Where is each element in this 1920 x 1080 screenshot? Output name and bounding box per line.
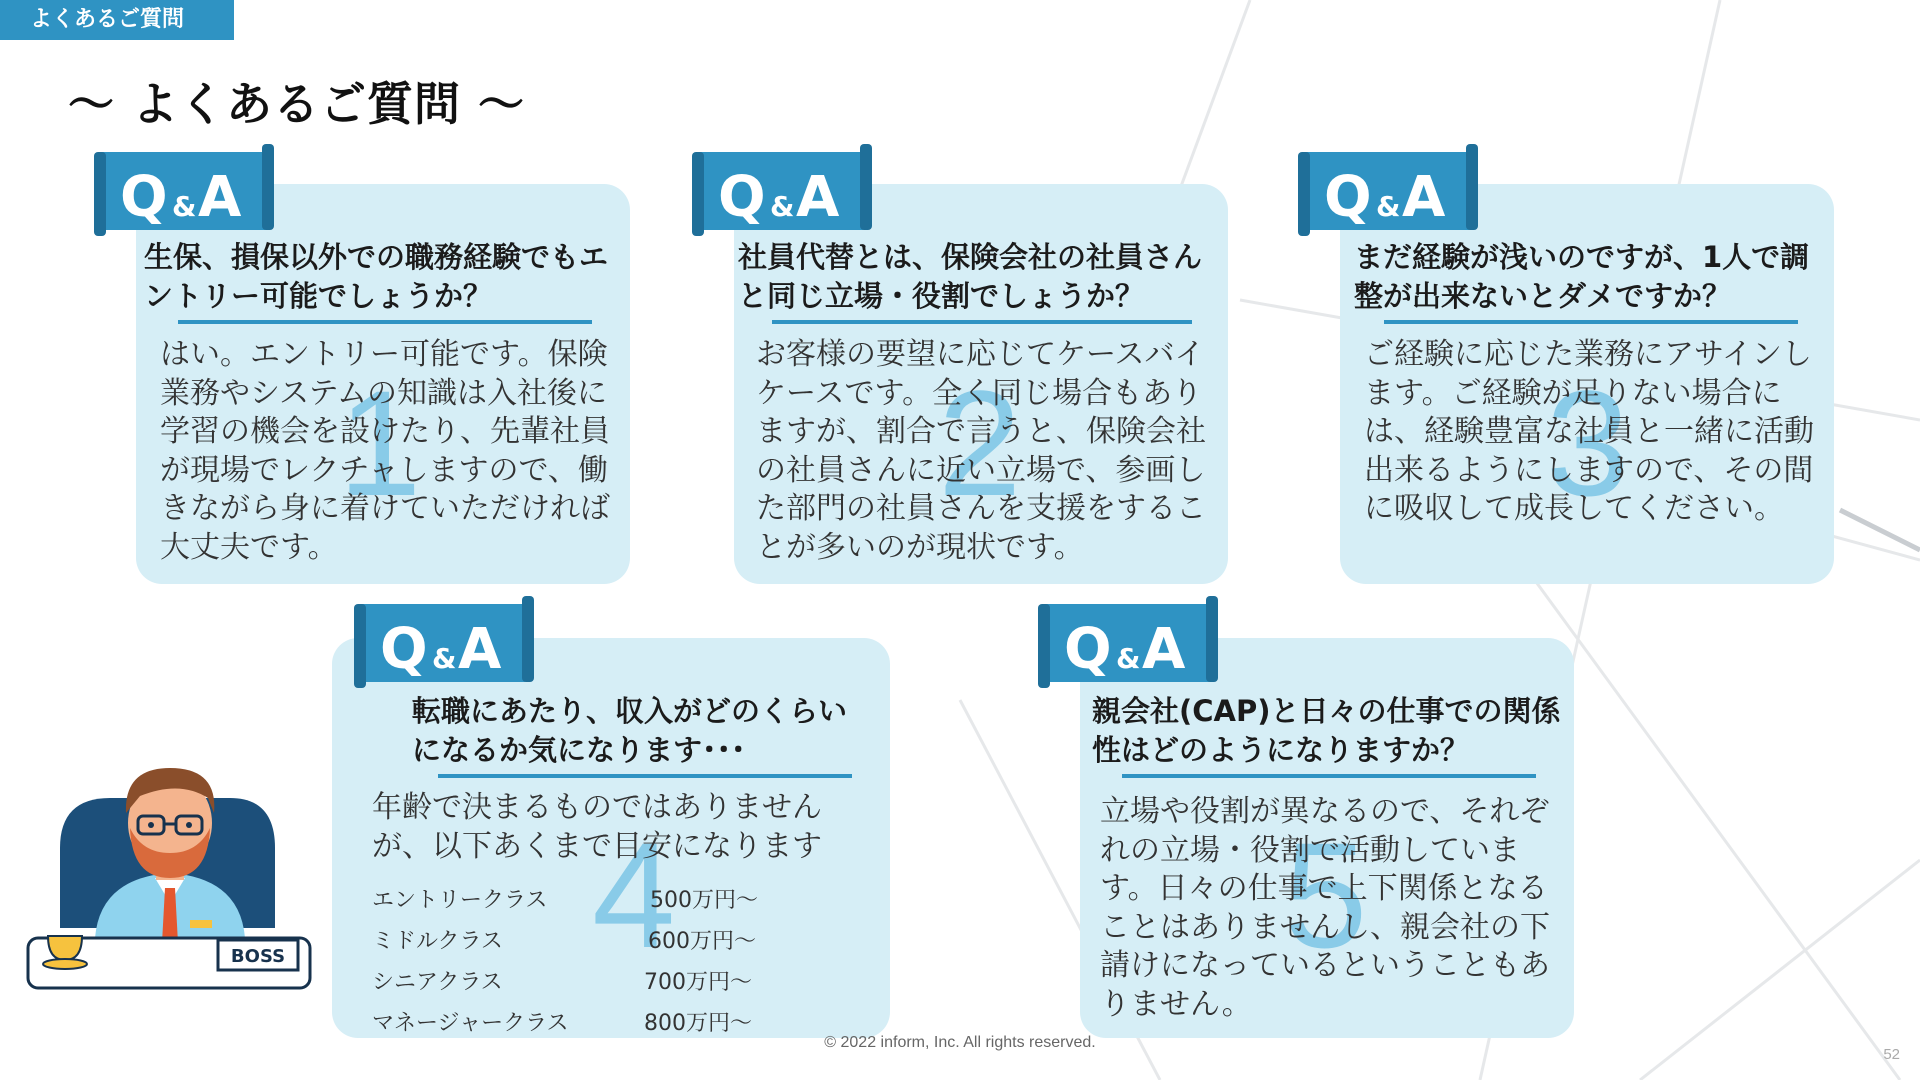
salary-class: シニアクラス <box>372 970 503 995</box>
svg-text:A: A <box>198 165 242 230</box>
salary-class: エントリークラス <box>372 888 548 913</box>
card-number: 2 <box>938 359 1022 527</box>
answer-text: 立場や役割が異なるので、それぞれの立場・役割で活動しています。日々の仕事で上下関係となることはありませんし、親会社の下請けになっているということもありません。 <box>1100 794 1550 1022</box>
svg-text:&: & <box>1116 642 1141 675</box>
qa-badge-icon <box>692 144 872 236</box>
salary-amount: 500万円～ <box>650 888 758 913</box>
card-number: 4 <box>592 811 676 979</box>
footer-copyright: © 2022 inform, Inc. All rights reserved. <box>824 1034 1096 1051</box>
answer-text: はい。エントリー可能です。保険業務やシステムの知識は入社後に学習の機会を設けたり、先輩社員が現場でレクチャしますので、働きながら身に着けていただければ大丈夫です。 <box>160 337 610 565</box>
svg-text:A: A <box>1402 165 1446 230</box>
question-title: 生保、損保以外での職務経験でもエントリー可能でしょうか？ <box>144 240 609 313</box>
svg-text:&: & <box>1376 190 1401 223</box>
salary-row <box>372 959 792 1000</box>
svg-text:Q: Q <box>380 617 428 682</box>
svg-text:&: & <box>172 190 197 223</box>
question-underline <box>438 774 852 778</box>
question-underline <box>1384 320 1798 324</box>
desk-sign: BOSS <box>230 946 286 967</box>
question-title: まだ経験が浅いのですが、1人で調整が出来ないとダメですか？ <box>1354 240 1810 313</box>
svg-text:Q: Q <box>1064 617 1112 682</box>
answer-text: ご経験に応じた業務にアサインします。ご経験が足りない場合には、経験豊富な社員と一緒に活動出来るようにしますので、その間に吸収して成長してください。 <box>1364 337 1814 526</box>
card-number: 5 <box>1284 811 1368 979</box>
salary-amount: 600万円～ <box>648 929 756 954</box>
svg-text:A: A <box>1142 617 1186 682</box>
salary-class: マネージャークラス <box>372 1011 569 1036</box>
qa-badge-icon <box>1298 144 1478 236</box>
card-number: 3 <box>1546 359 1630 527</box>
question-title: 転職にあたり、収入がどのくらいになるか気になります･･･ <box>412 694 848 767</box>
question-underline <box>1122 774 1536 778</box>
svg-text:A: A <box>796 165 840 230</box>
salary-row <box>372 877 792 918</box>
answer-text: お客様の要望に応じてケースバイケースです。全く同じ場合もありますが、割合で言うと、保険会社の社員さんに近い立場で、参画した部門の社員さんを支援をすることが多いのが現状です。 <box>756 337 1206 565</box>
card-number: 1 <box>338 359 422 527</box>
boss-illustration <box>20 728 315 998</box>
question-title: 親会社(CAP)と日々の仕事での関係性はどのようになりますか？ <box>1092 694 1561 767</box>
question-title: 社員代替とは、保険会社の社員さんと同じ立場・役割でしょうか？ <box>738 240 1203 313</box>
question-underline <box>772 320 1192 324</box>
salary-table <box>372 877 792 1041</box>
salary-row <box>372 918 792 959</box>
svg-text:Q: Q <box>1324 165 1372 230</box>
salary-class: ミドルクラス <box>372 929 503 954</box>
svg-text:&: & <box>432 642 457 675</box>
question-underline <box>178 320 592 324</box>
svg-text:Q: Q <box>718 165 766 230</box>
svg-text:A: A <box>458 617 502 682</box>
salary-amount: 800万円～ <box>644 1011 752 1036</box>
qa-badge-icon <box>94 144 274 236</box>
page-number: 52 <box>1883 1046 1900 1063</box>
qa-badge-icon <box>354 596 534 688</box>
svg-text:Q: Q <box>120 165 168 230</box>
svg-text:&: & <box>770 190 795 223</box>
page-title: ～ よくあるご質問 ～ <box>68 77 526 131</box>
qa-badge-icon <box>1038 596 1218 688</box>
answer-text: 年齢で決まるものではありませんが、以下あくまで目安になります <box>372 790 822 864</box>
salary-amount: 700万円～ <box>644 970 752 995</box>
section-tab: よくあるご質問 <box>0 0 234 40</box>
